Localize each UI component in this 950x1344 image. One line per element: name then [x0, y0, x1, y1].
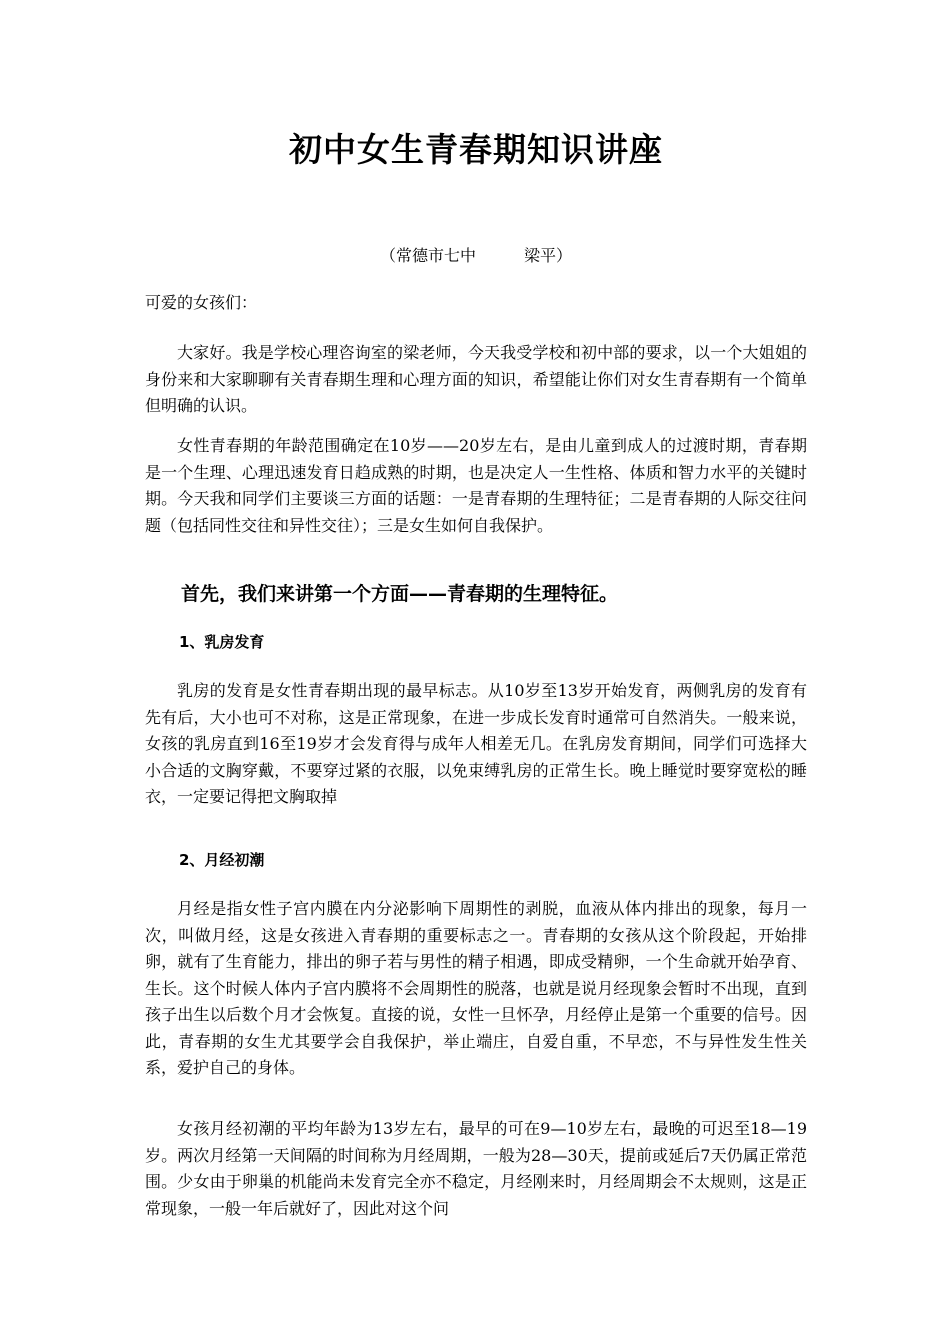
author-line: （常德市七中 梁平） — [379, 246, 572, 265]
paragraph-breast-development: 乳房的发育是女性青春期出现的最早标志。从10岁至13岁开始发育，两侧乳房的发育有先有后，大小也可不对称，这是正常现象，在进一步成长发育时通常可自然消失。一般来说，女孩的乳房直到16至19岁才会发育得与成年人相差无几。在乳房发育期间，同学们可选择大小合适的文胸穿戴，不要穿过紧的衣服，以免束缚乳房的正常生长。晚上睡觉时要穿宽松的睡衣，一定要记得把文胸取掉 — [145, 681, 807, 806]
paragraph-intro: 大家好。我是学校心理咨询室的梁老师，今天我受学校和初中部的要求，以一个大姐姐的身份来和大家聊聊有关青春期生理和心理方面的知识，希望能让你们对女生青春期有一个简单但明确的认识。 — [145, 343, 807, 415]
paragraph-overview: 女性青春期的年龄范围确定在10岁——20岁左右，是由儿童到成人的过渡时期，青春期是一个生理、心理迅速发育日趋成熟的时期，也是决定人一生性格、体质和智力水平的关键时期。今天我和同学们主要谈三方面的话题：一是青春期的生理特征；二是青春期的人际交往问题（包括同性交往和异性交往）；三是女生如何自我保护。 — [145, 436, 807, 535]
paragraph-menstruation: 月经是指女性子宫内膜在内分泌影响下周期性的剥脱，血液从体内排出的现象，每月一次，叫做月经，这是女孩进入青春期的重要标志之一。青春期的女孩从这个阶段起，开始排卵，就有了生育能力，排出的卵子若与男性的精子相遇，即成受精卵，一个生命就开始孕育、生长。这个时候人体内子宫内膜将不会周期性的脱落，也就是说月经现象会暂时不出现，直到孩子出生以后数个月才会恢复。直接的说，女性一旦怀孕，月经停止是第一个重要的信号。因此，青春期的女生尤其要学会自我保护，举止端庄，自爱自重，不早恋，不与异性发生性关系，爱护自己的身体。 — [145, 899, 807, 1077]
document-page — [145, 0, 807, 1344]
section-heading: 首先，我们来讲第一个方面——青春期的生理特征。 — [181, 583, 619, 605]
subheading-menarche: 2、月经初潮 — [179, 851, 265, 869]
greeting: 可爱的女孩们： — [145, 293, 258, 312]
document-title: 初中女生青春期知识讲座 — [289, 130, 663, 169]
paragraph-menarche-age: 女孩月经初潮的平均年龄为13岁左右，最早的可在9—10岁左右，最晚的可迟至18—19岁。两次月经第一天间隔的时间称为月经周期，一般为28—30天，提前或延后7天仍属正常范围。少女由于卵巢的机能尚未发育完全亦不稳定，月经刚来时，月经周期会不太规则，这是正常现象，一般一年后就好了，因此对这个问 — [145, 1119, 807, 1218]
subheading-breast-development: 1、乳房发育 — [179, 633, 265, 651]
